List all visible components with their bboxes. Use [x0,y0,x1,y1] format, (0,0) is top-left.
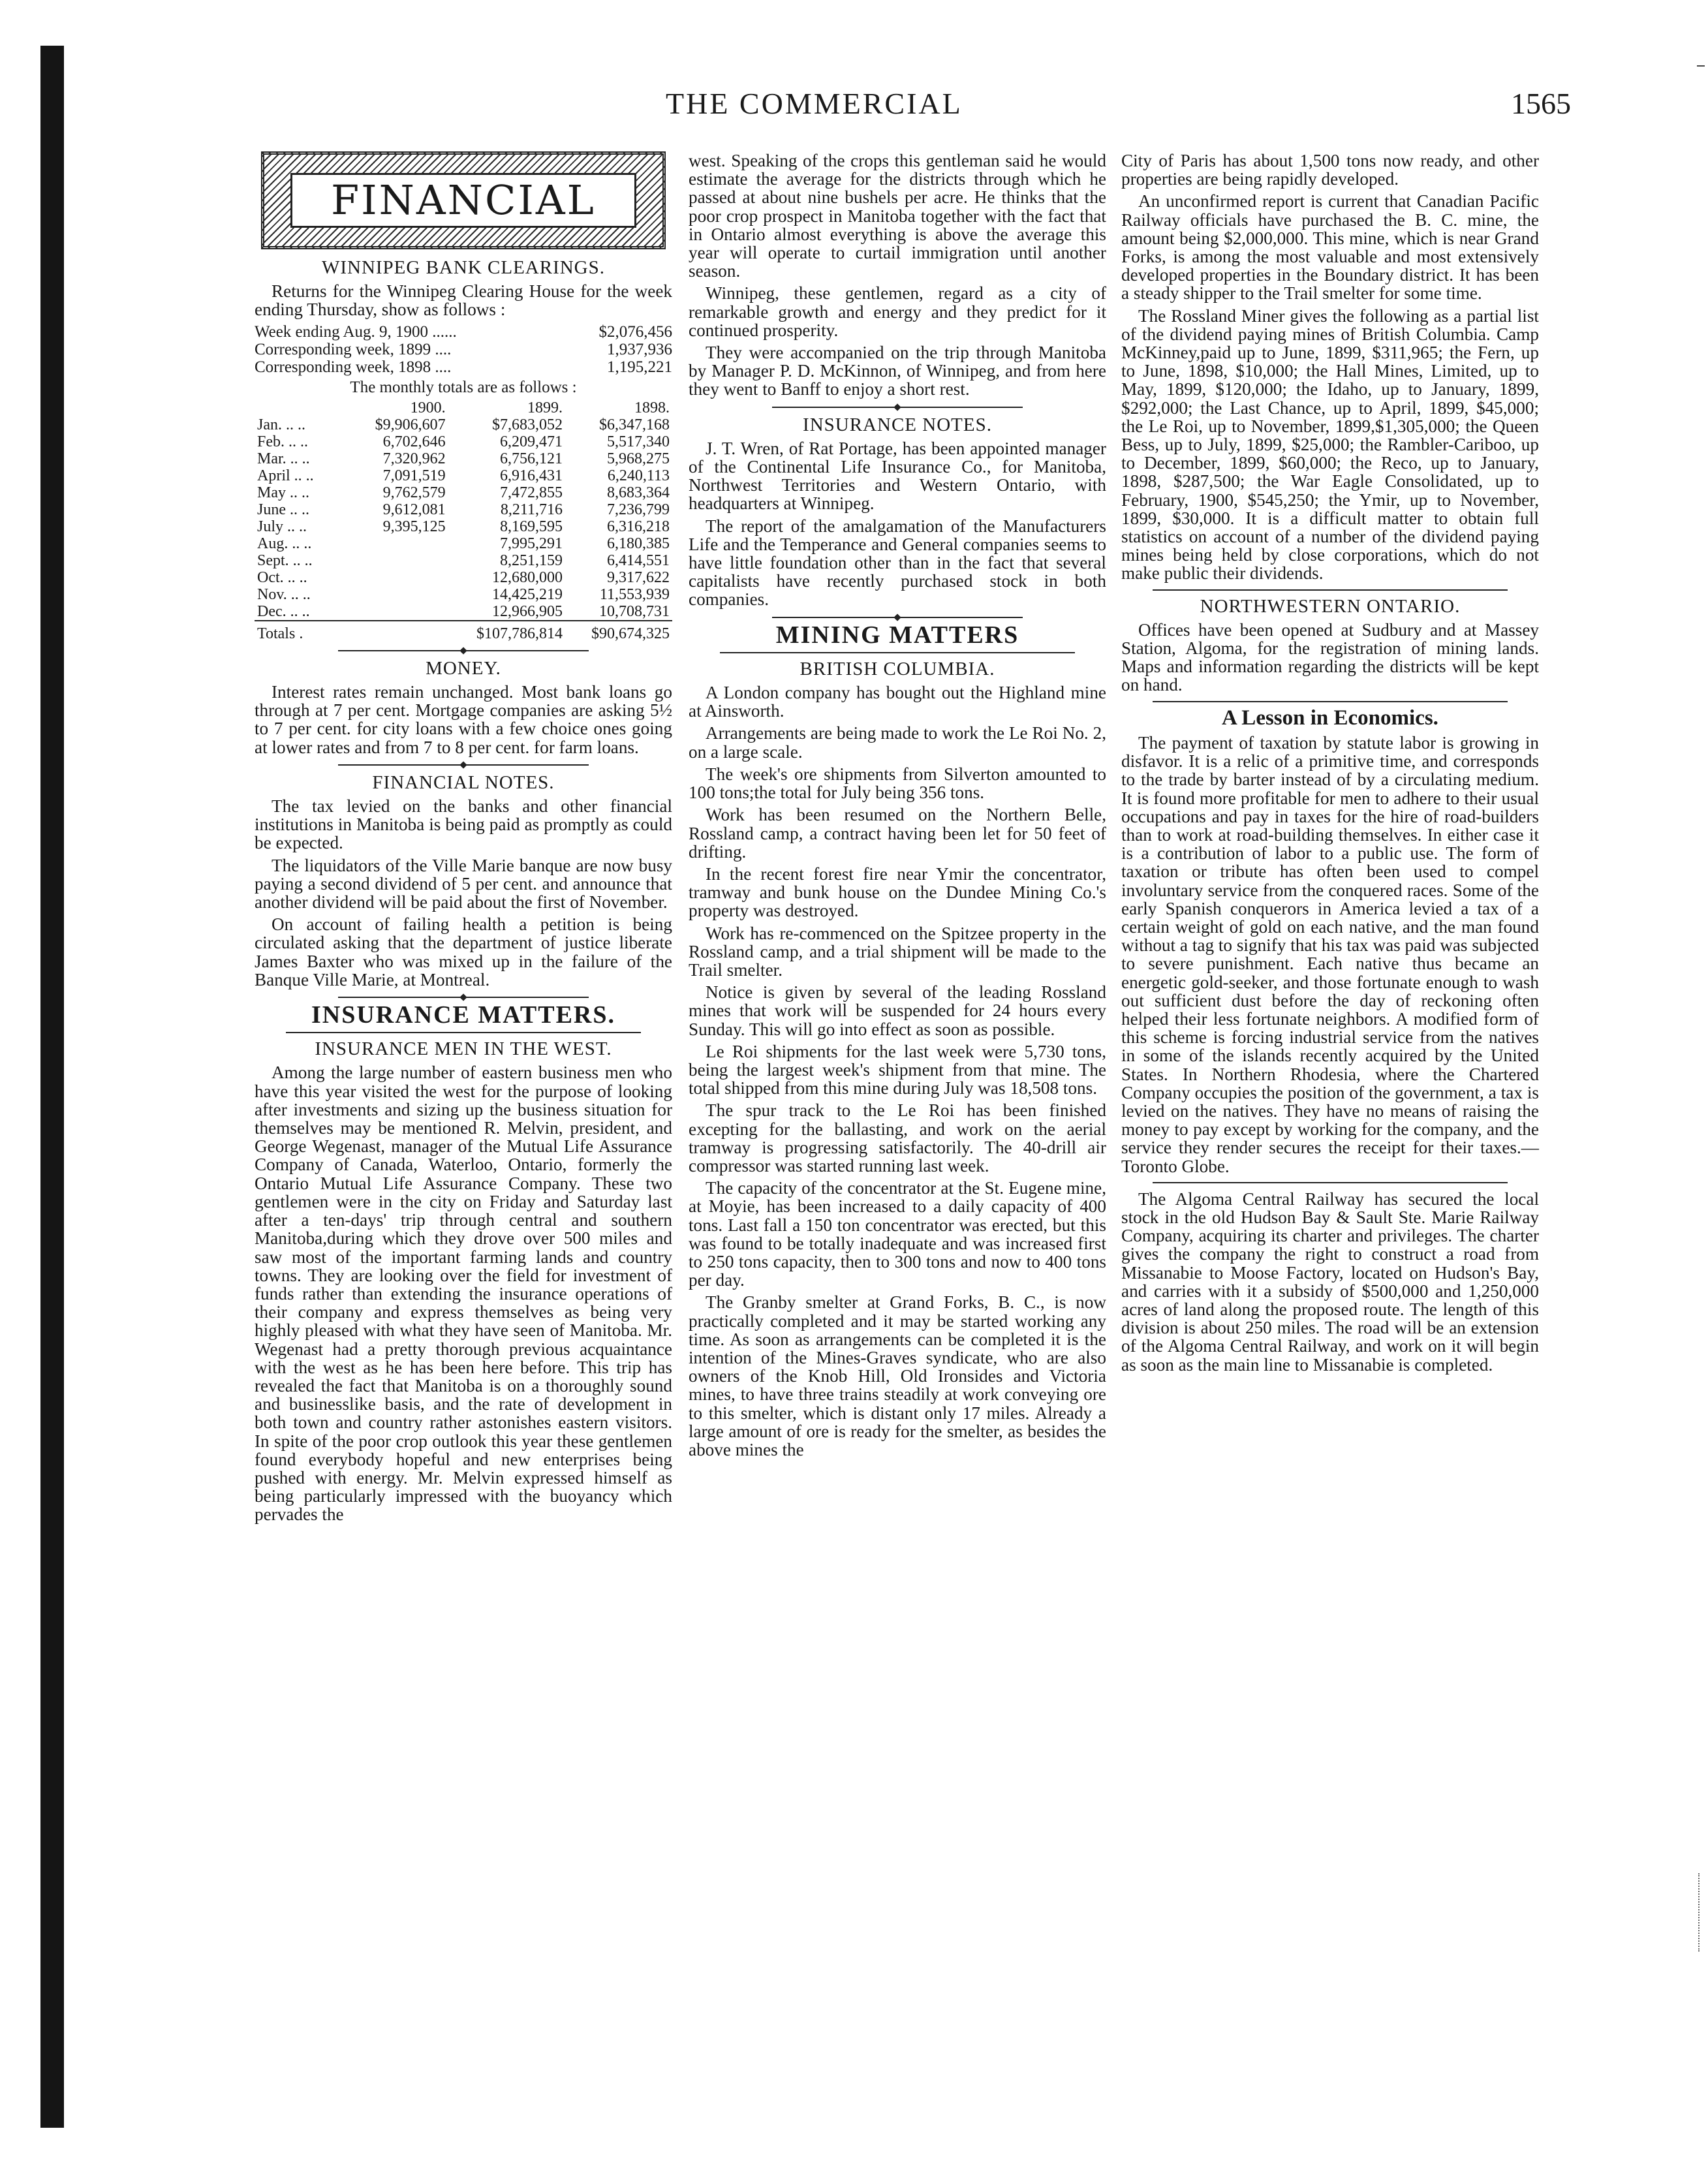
amount-cell: 8,211,716 [500,501,563,518]
section-divider [338,650,589,651]
amount-cell: 8,251,159 [500,552,563,569]
totals-row [255,621,672,642]
amount-cell: 7,236,799 [607,501,670,518]
amount-cell: 5,968,275 [607,450,670,467]
month-cell: Oct. .. .. [257,568,307,586]
weekly-label: Corresponding week, 1899 .... [255,340,452,358]
amount-cell: $107,786,814 [448,621,565,642]
amount-cell: 7,995,291 [500,535,563,552]
weekly-value: 1,195,221 [607,358,672,376]
month-column-header [255,399,351,416]
month-cell: Jan. .. .. [257,416,305,433]
monthly-intro: The monthly totals are as follows : [350,378,577,396]
paragraph: In the recent forest fire near Ymir the concentrator, tramway and bunk house on the Dundee Mining Co.'s property was destroyed. [689,864,1106,921]
table-header-row [255,399,672,416]
paragraph: The liquidators of the Ville Marie banque are now busy paying a second dividend of 5 per cent. and announce that another dividend will be paid about the first of November. [255,855,672,912]
table-row [255,450,672,467]
amount-cell [351,535,448,552]
amount-cell: $6,347,168 [599,416,670,433]
paragraph: Among the large number of eastern business men who have this year visited the west for the purpose of looking after investments and sizing up the business situation for themselves may be mentioned R. Melvin, president, and George Wegenast, manager of the Mutual Life Assurance Company of Canada, Waterloo, Ontario, formerly the Ontario Mutual Life Assurance Company. These two gentlemen were in the city on Friday and Saturday last after a ten-days' trip through central and southern Manitoba,during which they drove over 500 miles and saw most of the important farming lands and country towns. They are looking over the field for investment of funds rather than extending the insurance operations of their company and express themselves as being very highly pleased with what they have seen of Manitoba. Mr. Wegenast had a pretty thorough previous acquaintance with the west as he has been here before. This trip has revealed the fact that Manitoba is on a thoroughly sound and businesslike basis, and the rate of development in both town and country rather astonishes eastern visitors. In spite of the poor crop outlook this year these gentlemen found everybody hopeful and new enterprises being pushed with energy. Mr. Melvin expressed himself as being particularly impressed with the buoyancy which pervades the [255,1063,672,1525]
weekly-value: 1,937,936 [607,340,672,358]
insurance-men-heading: INSURANCE MEN IN THE WEST. [315,1038,612,1060]
table-row [255,467,672,484]
amount-cell: 8,683,364 [607,484,670,501]
weekly-clearings [255,323,672,376]
section-divider [772,617,1023,618]
paragraph: Le Roi shipments for the last week were 5,730 tons, being the largest week's shipment from that mine. The total shipped from this mine during July was 18,508 tons. [689,1041,1106,1098]
paragraph: The spur track to the Le Roi has been finished excepting for the ballasting, and work on the aerial tramway is progressing satisfactorily. The 40-drill air compressor was started running last week. [689,1100,1106,1175]
amount-cell: $9,906,607 [375,416,446,433]
insurance-matters-heading: INSURANCE MATTERS. [311,1001,616,1029]
paragraph: A London company has bought out the Highland mine at Ainsworth. [689,683,1106,721]
month-cell: Aug. .. .. [257,535,312,552]
year-header: 1900. [410,399,446,416]
banner-title: FINANCIAL [290,173,636,228]
weekly-row [255,323,672,341]
amount-cell: 6,756,121 [500,450,563,467]
column-1 [255,151,672,1528]
paragraph: The capacity of the concentrator at the St. Eugene mine, at Moyie, has been increased to a daily capacity of 400 tons. Last fall a 150 ton concentrator was erected, but this was found to be totally inadequate and was increased first to 250 tons capacity, then to 300 tons and now to 400 tons per day. [689,1178,1106,1290]
amount-cell: 11,553,939 [599,585,670,603]
paragraph: The week's ore shipments from Silverton amounted to 100 tons;the total for July being 356 tons. [689,764,1106,803]
amount-cell: 6,414,551 [607,552,670,569]
table-row [255,603,672,621]
amount-cell: 12,966,905 [492,602,563,620]
amount-cell: 7,091,519 [382,467,446,484]
money-text: Interest rates remain unchanged. Most bank loans go through at 7 per cent. Mortgage companies are asking 5½ to 7 per cent. for city loans with a few choice ones going at lower rates and from 7 to 8 per cent. for farm loans. [255,682,672,757]
table-row [255,586,672,603]
month-cell: Feb. .. .. [257,433,308,450]
section-divider [1153,1182,1508,1183]
amount-cell: 9,762,579 [382,484,446,501]
month-cell: May .. .. [257,484,309,501]
paragraph: The Algoma Central Railway has secured the local stock in the old Hudson Bay & Sault Ste. Marie Railway Company, acquiring its charter and privileges. The charter gives the company the right to construct a road from Missanabie to Moose Factory, located on Hudson's Bay, and carries with it a subsidy of $500,000 and 1,250,000 acres of land along the proposed route. The length of this division is about 250 miles. The road will be an extension of the Algoma Central Railway, and work on it will begin as soon as the main line to Missanabie is completed. [1121,1189,1539,1375]
monthly-totals-table [255,399,672,642]
amount-cell: 6,240,113 [607,467,670,484]
section-divider [1153,701,1508,702]
paragraph: Work has re-commenced on the Spitzee property in the Rossland camp, and a trial shipment will be made to the Trail smelter. [689,923,1106,980]
amount-cell [351,621,448,642]
money-heading: MONEY. [426,657,501,679]
amount-cell: 6,916,431 [500,467,563,484]
amount-cell: 7,320,962 [382,450,446,467]
paragraph: Offices have been opened at Sudbury and at Massey Station, Algoma, for the registration of mining lands. Maps and information regarding the districts will be kept on hand. [1121,619,1539,695]
amount-cell: 9,395,125 [382,518,446,535]
table-row [255,552,672,569]
table-row [255,433,672,450]
amount-cell: 10,708,731 [599,602,670,620]
section-divider [772,407,1023,408]
paragraph: Arrangements are being made to work the Le Roi No. 2, on a large scale. [689,723,1106,762]
page-number: 1565 [1511,87,1571,120]
paragraph: An unconfirmed report is current that Canadian Pacific Railway officials have purchased the B. C. mine, the amount being $2,000,000. This mine, which is near Grand Forks, is among the most valuable and most extensively developed properties in the Boundary district. It has been a steady shipper to the Trail smelter for some time. [1121,191,1539,303]
paragraph: The Rossland Miner gives the following as a partial list of the dividend paying mines of British Columbia. Camp McKinney,paid up to June, 1899, $311,965; the Fern, up to June, 1898, $10,000; the Hall Mines, Limited, up to May, 1899, $120,000; the Idaho, up to January, 1899, $292,000; the Last Chance, up to April, 1899, $45,000; the Le Roi, up to November, 1899,$1,305,000; the Queen Bess, up to July, 1899, $25,000; the Rambler-Cariboo, up to December, 1899, $60,000; the Reco, up to January, 1898, $287,500; the War Eagle Consolidated, up to February, 1900, $545,250; the Ymir, up to November, 1899, $30,000. It is a difficult matter to obtain full statistics on account of a number of the dividend paying mines being held by close corporations, which do not make public their dividends. [1121,305,1539,584]
heading-rule [720,652,1075,653]
lesson-heading: A Lesson in Economics. [1222,706,1438,730]
paragraph: On account of failing health a petition is being circulated asking that the department of justice liberate James Baxter who was mixed up in the failure of the Banque Ville Marie, at Montreal. [255,914,672,989]
table-row [255,416,672,433]
month-cell: June .. .. [257,501,309,518]
table-row [255,569,672,586]
weekly-value: $2,076,456 [598,322,672,341]
paragraph: Winnipeg, these gentlemen, regard as a city of remarkable growth and energy and they predict for it continued prosperity. [689,283,1106,340]
amount-cell: 6,702,646 [382,433,446,450]
year-header: 1898. [634,399,670,416]
amount-cell: 9,317,622 [607,568,670,586]
amount-cell: 5,517,340 [607,433,670,450]
amount-cell [351,586,448,603]
amount-cell: 12,680,000 [492,568,563,586]
amount-cell: 8,169,595 [500,518,563,535]
margin-mark [1698,1873,1705,1952]
month-cell: Nov. .. .. [257,585,311,603]
section-divider [338,997,589,998]
paragraph: The tax levied on the banks and other financial institutions in Manitoba is being paid as promptly as could be expected. [255,796,672,853]
section-divider [338,764,589,766]
amount-cell: 7,472,855 [500,484,563,501]
table-row [255,484,672,501]
totals-label: Totals . [255,621,351,642]
amount-cell [351,603,448,621]
amount-cell [351,552,448,569]
paragraph: Notice is given by several of the leading Rossland mines that work will be suspended for 24 hours every Sunday. This will go into effect as soon as possible. [689,982,1106,1039]
amount-cell: 14,425,219 [492,585,563,603]
month-cell: July .. .. [257,518,307,535]
weekly-label: Corresponding week, 1898 .... [255,358,452,376]
month-cell: Mar. .. .. [257,450,310,467]
northwestern-heading: NORTHWESTERN ONTARIO. [1200,595,1461,617]
mining-matters-heading: MINING MATTERS [775,621,1019,649]
amount-cell: $90,674,325 [565,621,672,642]
amount-cell: 9,612,081 [382,501,446,518]
column-2 [689,151,1106,1463]
paragraph: The payment of taxation by statute labor is growing in disfavor. It is a relic of a primitive time, and corresponds to the trade by barter instead of by a circulating medium. It is found more profitable for men to adhere to their usual occupations and pay in taxes for the hire of road-builders than to work at road-building themselves. In either case it is a contribution of labor to a public use. The form of taxation or tribute has often been used to compel involuntary service from the conquered races. Some of the early Spanish conquerors in America levied a tax of a certain weight of gold on each native, and the man found without a tag to signify that his tax was paid was subjected to severe punishment. Each native thus became an energetic gold-seeker, and those fortunate enough to wash out sufficient dust before the day of reckoning often helped their less fortunate neighbors. A modified form of this scheme is forcing industrial service from the natives in some of the islands recently acquired by the United States. In Northern Rhodesia, where the Chartered Company occupies the position of the government, a tax is levied on the natives. They have no means of raising the money to pay except by working for the company, and the service they render secures the receipt for their taxes.—Toronto Globe. [1121,732,1539,1176]
clearings-intro: Returns for the Winnipeg Clearing House for the week ending Thursday, show as follows : [255,281,672,320]
paragraph: They were accompanied on the trip through Manitoba by Manager P. D. McKinnon, of Winnipeg, and from here they went to Banff to enjoy a short rest. [689,343,1106,399]
month-cell: April .. .. [257,467,314,484]
paragraph: J. T. Wren, of Rat Portage, has been appointed manager of the Continental Life Insurance Co., for Manitoba, Northwest Territories and Western Ontario, with headquarters at Winnipeg. [689,438,1106,514]
binding-edge [40,46,64,2128]
amount-cell [351,569,448,586]
section-divider [1153,589,1508,591]
weekly-row [255,341,672,358]
insurance-notes-heading: INSURANCE NOTES. [803,414,992,435]
paragraph: west. Speaking of the crops this gentleman said he would estimate the average for the districts through which he passed at about nine bushels per acre. He thinks that the poor crop prospect in Manitoba together with the fact that in Ontario almost everything is above the average this year will operate to curtail immigration until another season. [689,151,1106,281]
amount-cell: 6,209,471 [500,433,563,450]
table-row [255,501,672,518]
year-header: 1899. [527,399,563,416]
amount-cell: $7,683,052 [492,416,563,433]
paragraph: City of Paris has about 1,500 tons now ready, and other properties are being rapidly developed. [1121,151,1539,189]
british-columbia-heading: BRITISH COLUMBIA. [800,658,995,679]
amount-cell: 6,316,218 [607,518,670,535]
financial-notes-heading: FINANCIAL NOTES. [372,771,555,793]
heading-rule [286,1032,641,1033]
paragraph: The report of the amalgamation of the Manufacturers Life and the Temperance and General companies seems to have little foundation other than in the fact that several capitalists have recently purchased stock in both companies. [689,516,1106,610]
month-cell: Dec. .. .. [257,602,310,620]
weekly-row [255,358,672,376]
clearings-heading: WINNIPEG BANK CLEARINGS. [321,257,605,278]
amount-cell: 6,180,385 [607,535,670,552]
weekly-label: Week ending Aug. 9, 1900 ...... [255,322,457,341]
table-row [255,518,672,535]
column-3 [1121,151,1539,1378]
table-row [255,535,672,552]
paragraph: Work has been resumed on the Northern Belle, Rossland camp, a contract having been let for 50 feet of drifting. [689,805,1106,862]
month-cell: Sept. .. .. [257,552,313,569]
running-head: THE COMMERCIAL [666,87,963,120]
financial-banner [261,151,666,249]
monthly-rows [255,416,672,642]
margin-mark [1697,65,1705,67]
paragraph: The Granby smelter at Grand Forks, B. C., is now practically completed and it may be started working any time. As soon as arrangements can be completed it is the intention of the Mines-Graves syndicate, who are also owners of the Knob Hill, Old Ironsides and Victoria mines, to have three trains steadily at work conveying ore to this smelter, which is distant only 17 miles. Already a large amount of ore is ready for the smelter, as besides the above mines the [689,1292,1106,1459]
